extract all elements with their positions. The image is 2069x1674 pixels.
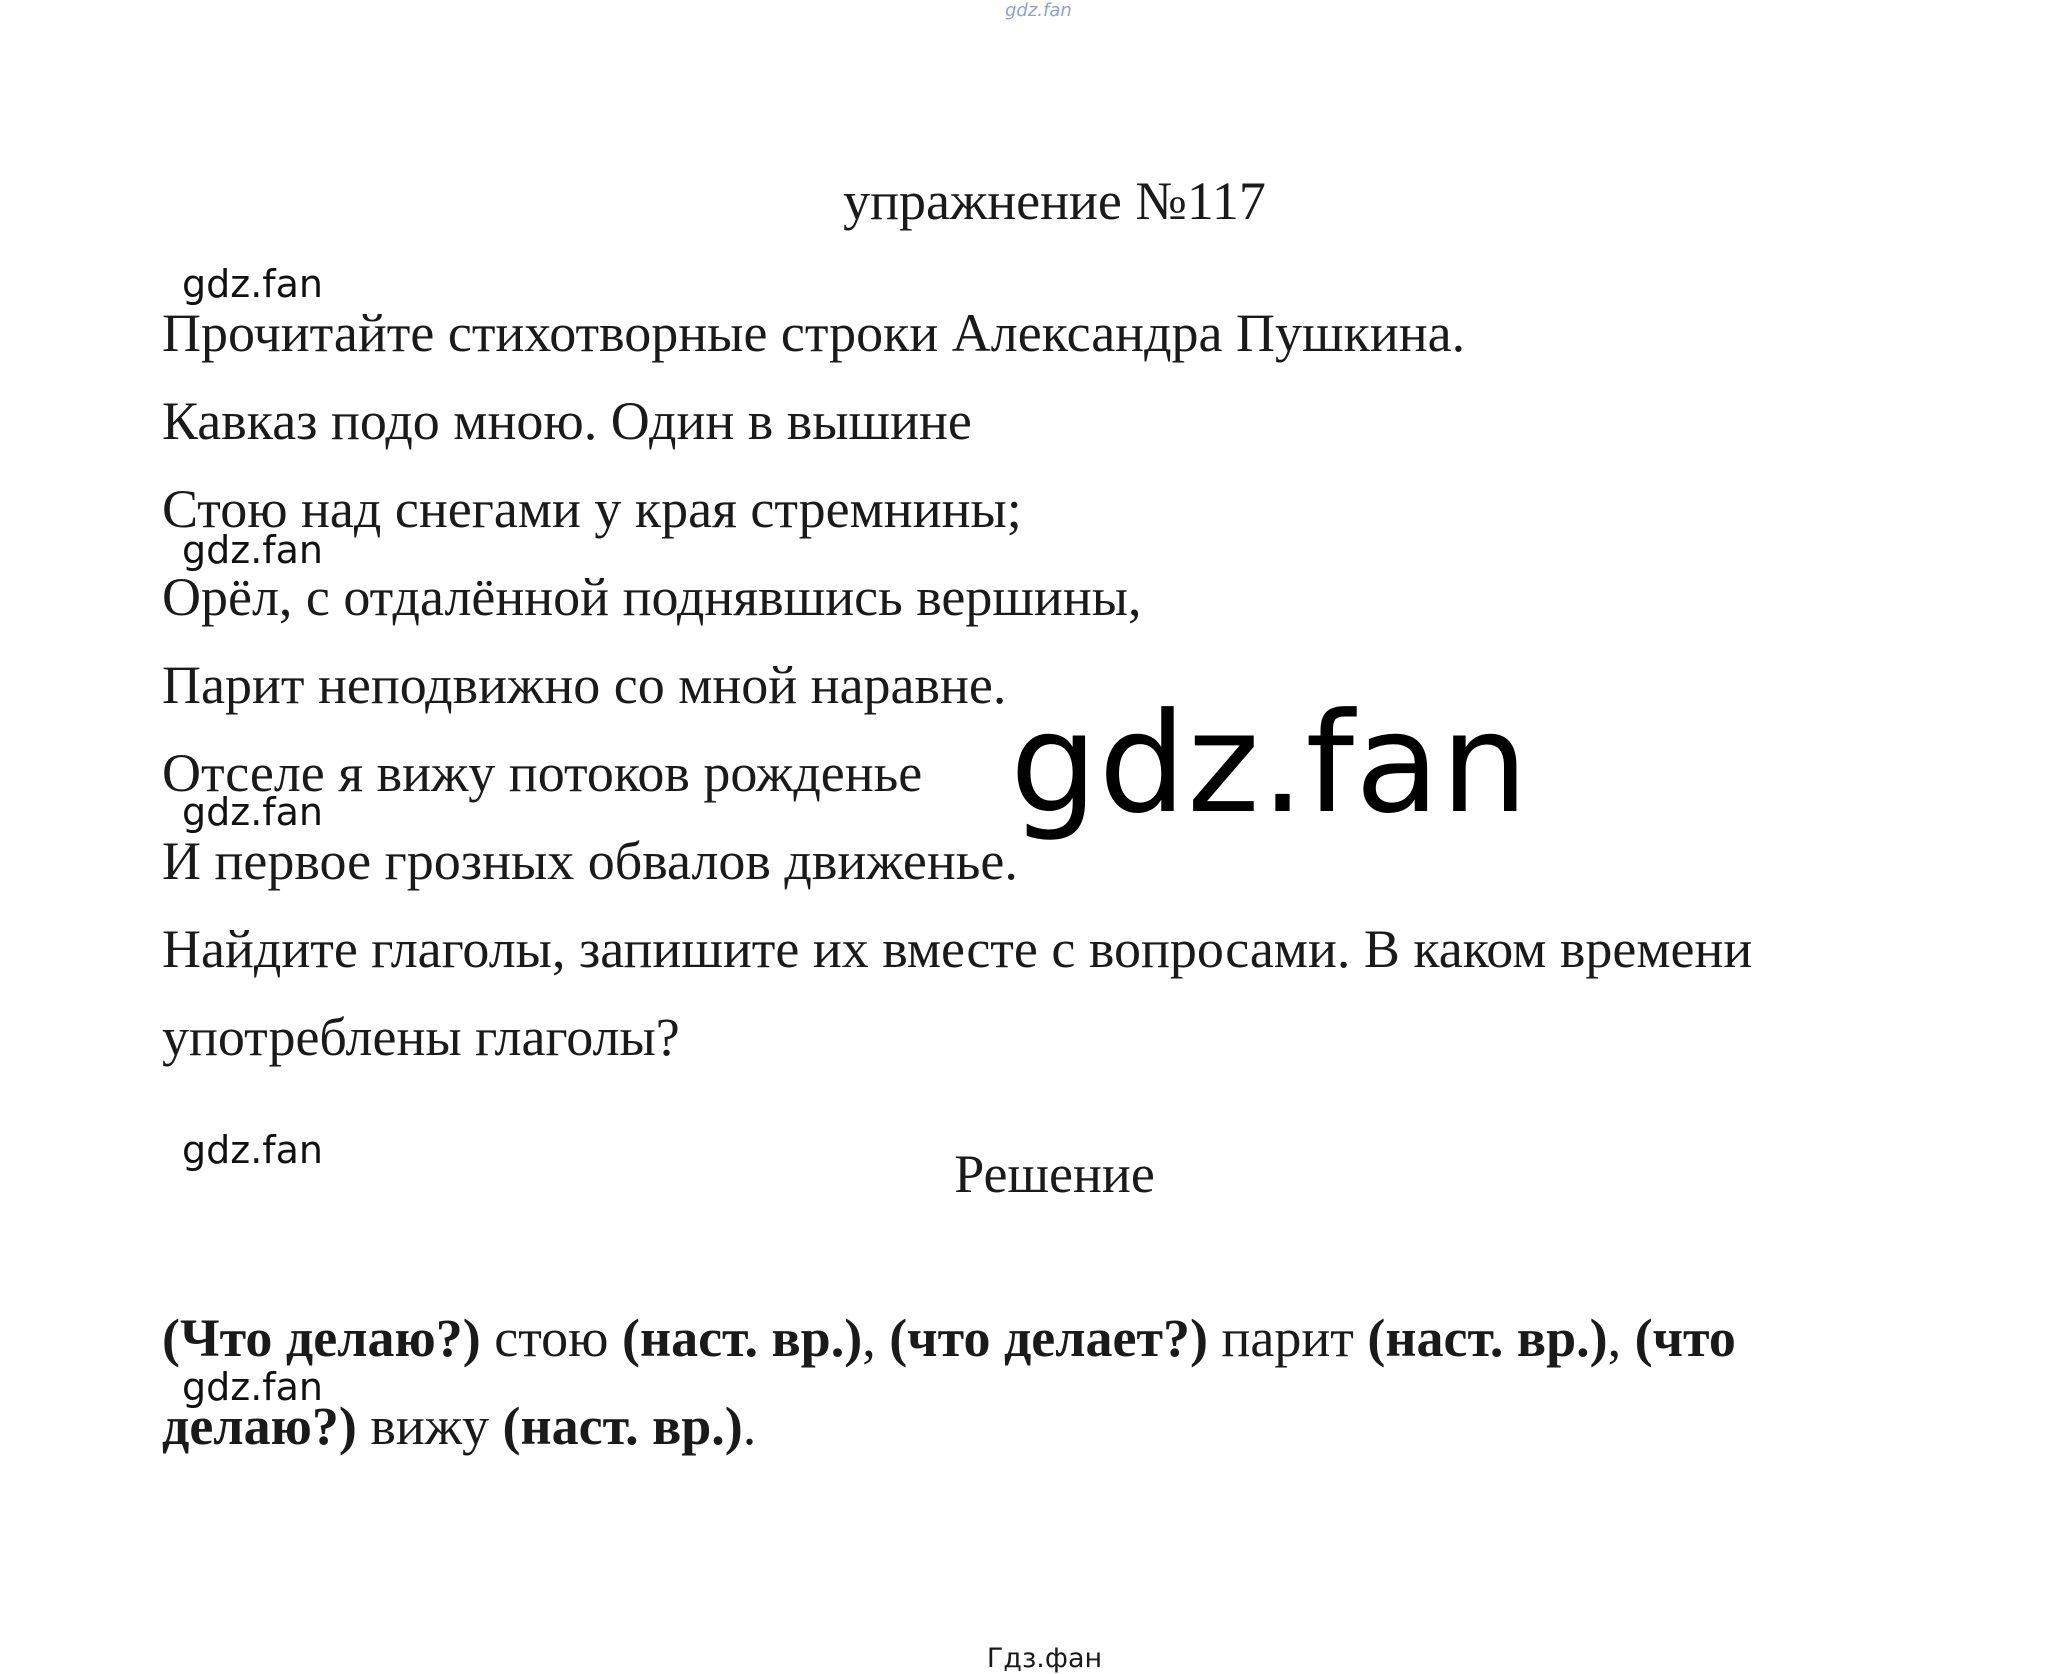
task-question: употреблены глаголы?	[162, 1007, 680, 1067]
watermark-small: gdz.fan	[182, 1365, 324, 1409]
verb-tense: (наст. вр.)	[1367, 1308, 1608, 1368]
separator: ,	[1607, 1308, 1635, 1368]
solution-heading: Решение	[954, 1144, 1155, 1204]
watermark-small: gdz.fan	[182, 790, 324, 834]
verb: стою	[480, 1308, 622, 1368]
verb: парит	[1208, 1308, 1368, 1368]
verb-question: (Что делаю?)	[162, 1308, 481, 1368]
poem-line: Кавказ подо мною. Один в вышине	[162, 391, 972, 451]
poem-line: Парит неподвижно со мной наравне.	[162, 655, 1007, 715]
poem-line: Орёл, с отдалённой поднявшись вершины,	[162, 567, 1142, 627]
watermark-small: gdz.fan	[182, 528, 324, 572]
verb-tense: (наст. вр.)	[621, 1308, 863, 1368]
watermark-small: gdz.fan	[182, 262, 324, 306]
verb: вижу	[356, 1396, 503, 1456]
exercise-title: упражнение №117	[843, 171, 1266, 231]
solution-answer-line	[162, 1307, 1736, 1369]
footer-text: Гдз.фан	[986, 1643, 1103, 1674]
top-watermark: gdz.fan	[1005, 0, 1072, 21]
separator: ,	[862, 1308, 890, 1368]
verb-tense: (наст. вр.)	[502, 1396, 743, 1456]
solution-answer-line	[162, 1395, 756, 1457]
task-intro: Прочитайте стихотворные строки Александра Пушкина.	[162, 303, 1466, 363]
poem-line: И первое грозных обвалов движенье.	[162, 831, 1018, 891]
watermark-small: gdz.fan	[182, 1128, 324, 1172]
poem-line: Стою над снегами у края стремнины;	[162, 479, 1022, 539]
verb-question: делаю?)	[162, 1396, 357, 1456]
task-question: Найдите глаголы, запишите их вместе с вопросами. В каком времени	[162, 919, 1753, 979]
poem-line: Отселе я вижу потоков рожденье	[162, 743, 923, 803]
watermark-large: gdz.fan	[1010, 683, 1530, 844]
verb-question: (что	[1634, 1308, 1736, 1368]
period: .	[742, 1396, 757, 1456]
verb-question: (что делает?)	[889, 1308, 1208, 1368]
